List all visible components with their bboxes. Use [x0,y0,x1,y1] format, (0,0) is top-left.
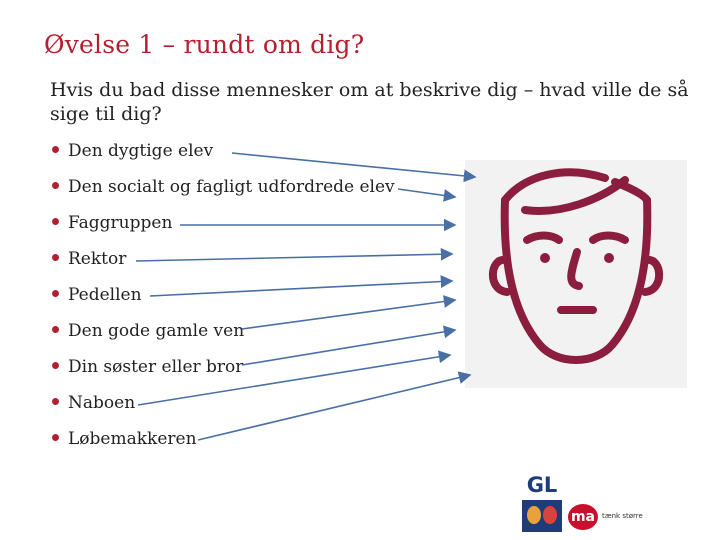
arrow-line [198,375,470,440]
gl-logo-box [522,500,562,532]
slide-title: Øvelse 1 – rundt om dig? [44,30,365,59]
intro-text: Hvis du bad disse mennesker om at beskrive dig – hvad ville de så sige til dig? [50,79,689,125]
arrow-line [136,254,452,261]
gl-logo-shape [527,506,541,524]
arrow-line [242,300,455,329]
bullet-label: Din søster eller bror [68,357,244,377]
ma-logo-icon [568,504,668,530]
bullet-label: Faggruppen [68,213,173,233]
bullet-label: Rektor [68,249,127,269]
ma-logo-tagline: tænk større [602,512,643,520]
arrow-line [398,189,455,197]
bullet-label: Den dygtige elev [68,141,214,161]
bullet-label: Den gode gamle ven [68,321,245,341]
gl-logo-text: GL [526,473,558,497]
bullet-label: Løbemakkeren [68,429,197,449]
arrow-line [138,355,450,405]
arrow-line [232,153,475,177]
bullet-label: Den socialt og fagligt udfordrede elev [68,177,395,197]
arrow-line [150,281,452,296]
bullet-label: Naboen [68,393,136,413]
ma-logo-mark: ma [568,504,598,530]
gl-logo-shape [543,506,557,524]
footer-logos [520,474,670,534]
bullet-label: Pedellen [68,285,142,305]
gl-logo-icon [520,474,564,532]
